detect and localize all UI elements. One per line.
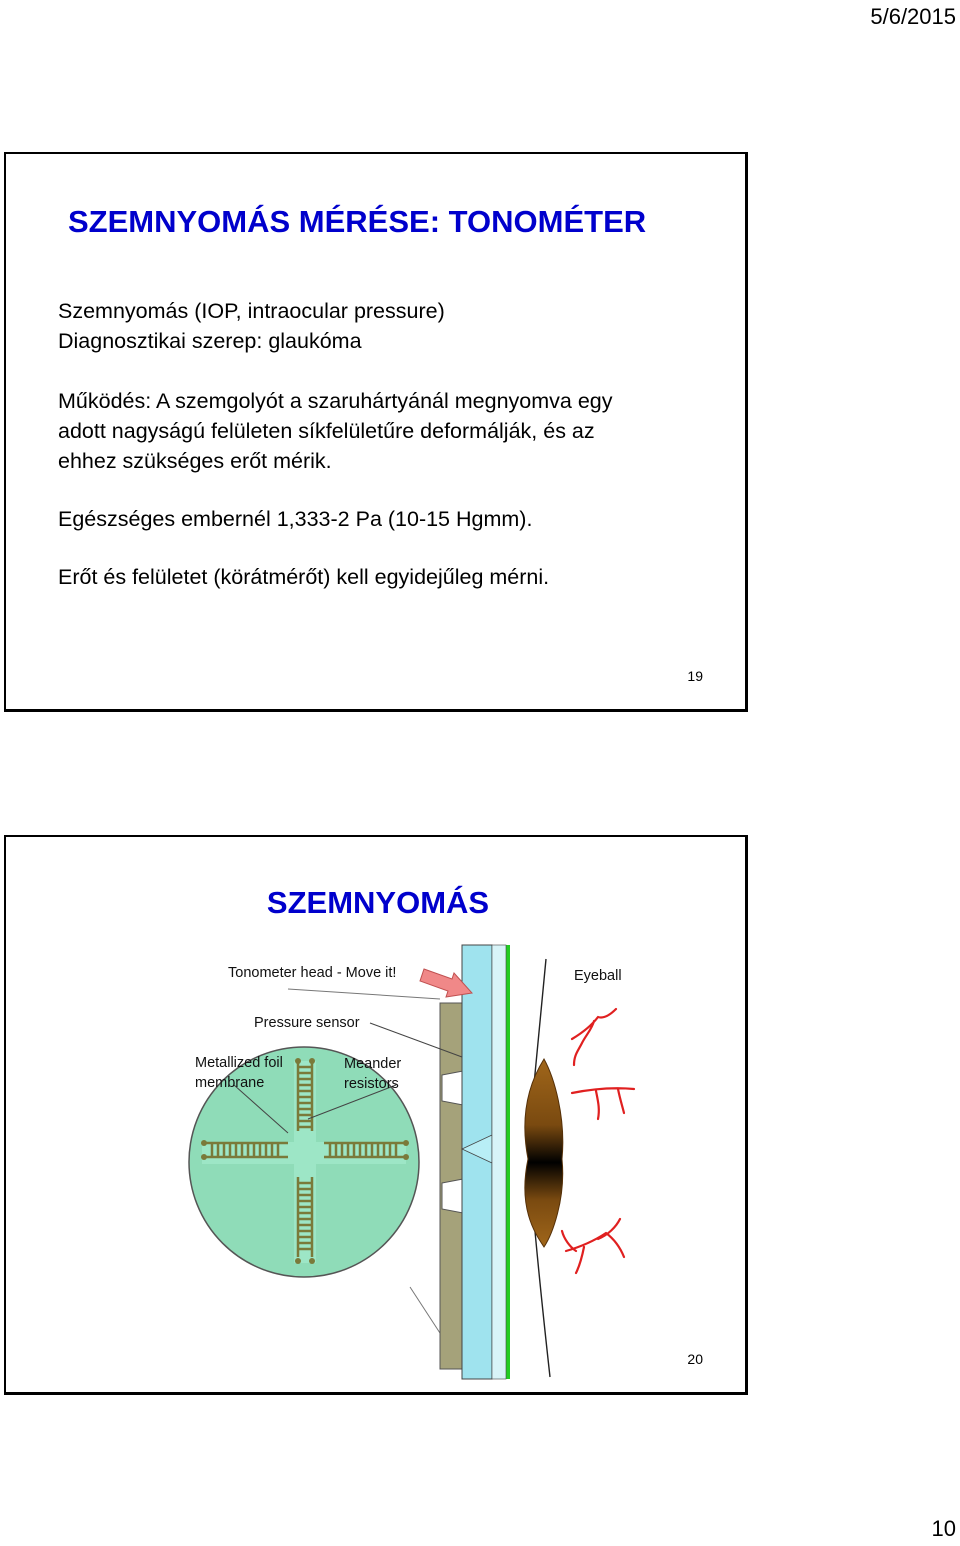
slide-number: 19 <box>687 668 703 684</box>
tonometer-diagram <box>6 837 746 1393</box>
page-date: 5/6/2015 <box>870 4 956 29</box>
label-eyeball: Eyeball <box>574 968 622 984</box>
text-line: Diagnosztikai szerep: glaukóma <box>58 329 362 353</box>
label-meander-2: resistors <box>344 1076 399 1092</box>
label-foil-2: membrane <box>195 1075 265 1091</box>
slide-19 <box>4 152 748 712</box>
text-line: adott nagyságú felületen síkfelületűre deformálják, és az <box>58 419 595 443</box>
eye-lens <box>525 1059 563 1247</box>
slide-title: SZEMNYOMÁS MÉRÉSE: TONOMÉTER <box>68 204 647 239</box>
foil-membrane <box>506 945 510 1379</box>
text-line: Erőt és felületet (körátmérőt) kell egyidejűleg mérni. <box>58 565 550 589</box>
text-line: Egészséges embernél 1,333-2 Pa (10-15 Hgmm). <box>58 507 533 531</box>
label-meander-1: Meander <box>344 1056 402 1072</box>
blood-vessels <box>562 1009 634 1273</box>
slide-number: 20 <box>687 1351 703 1367</box>
projection-line <box>288 989 440 999</box>
text-line: Szemnyomás (IOP, intraocular pressure) <box>58 299 445 323</box>
slide-title: SZEMNYOMÁS <box>266 885 490 920</box>
label-tonometer-head: Tonometer head - Move it! <box>228 965 397 981</box>
cross-horizontal <box>202 1142 406 1164</box>
slide-20 <box>4 835 748 1395</box>
tonometer-head <box>462 945 492 1379</box>
label-foil-1: Metallized foil <box>195 1055 283 1071</box>
page-number: 10 <box>931 1516 956 1541</box>
label-pressure-sensor: Pressure sensor <box>254 1015 360 1031</box>
text-line: ehhez szükséges erőt mérik. <box>58 449 332 473</box>
slide-body <box>58 296 613 592</box>
text-line: Működés: A szemgolyót a szaruhártyánál megnyomva egy <box>58 389 613 413</box>
